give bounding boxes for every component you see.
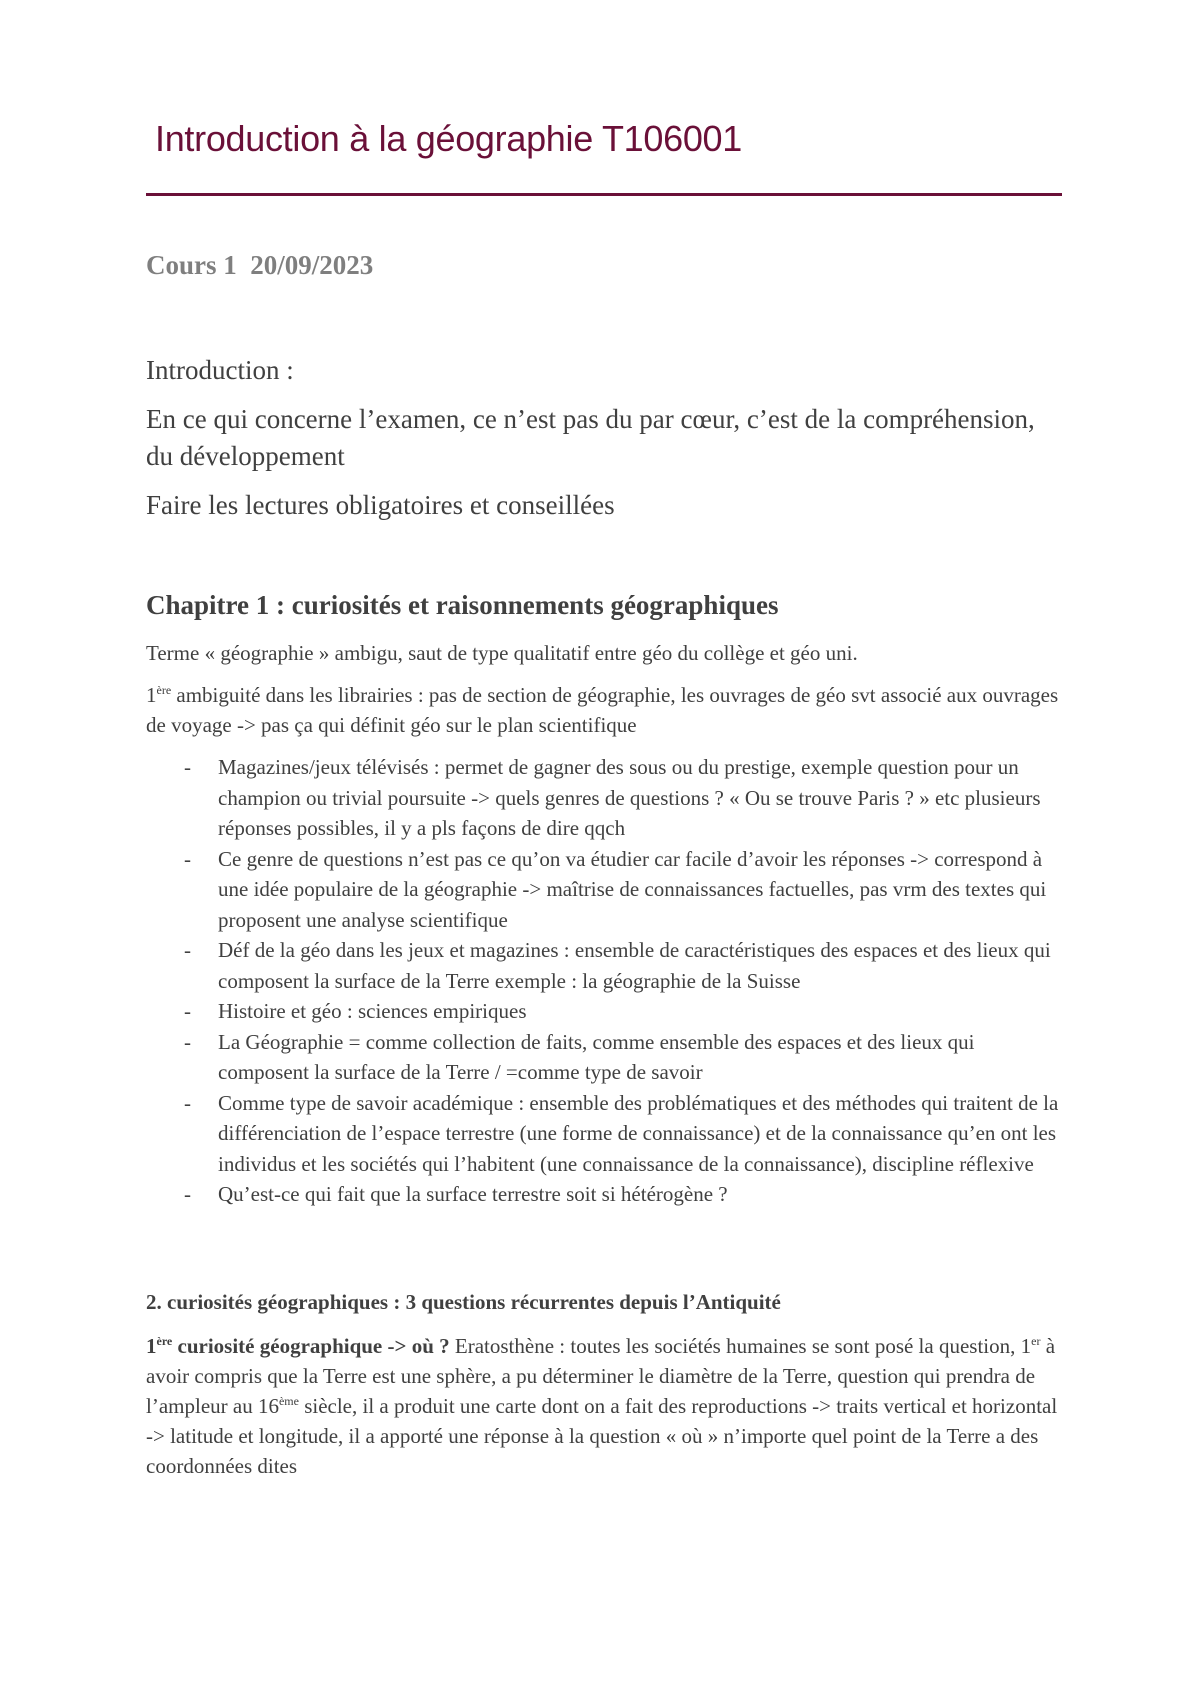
list-item <box>146 1088 1066 1180</box>
paragraph-text: Eratosthène : toutes les sociétés humaines se sont posé la question, 1 <box>449 1334 1032 1358</box>
introduction-section <box>146 352 1066 524</box>
paragraph-text: à avoir compris que la Terre est une sphère, a pu déterminer le diamètre de la Terre, question qui prendra de l’ampleur au 16 <box>146 1334 1056 1418</box>
course-date-heading: Cours 1 20/09/2023 <box>146 250 374 280</box>
bullet-dash: - <box>184 846 191 871</box>
list-item <box>146 1179 1066 1210</box>
list-item-text: Déf de la géo dans les jeux et magazines : ensemble de caractéristiques des espaces et des lieux qui composent la surface de la Terre exemple : la géographie de la Suisse <box>218 938 1051 993</box>
bold-lead-text: curiosité géographique -> où ? <box>172 1334 450 1358</box>
bullet-dash: - <box>184 755 191 779</box>
list-item-text: Magazines/jeux télévisés : permet de gagner des sous ou du prestige, exemple question pour un champion ou trivial poursuite -> quels genres de questions ? « Ou se trouve Paris ? » etc plusieurs réponses possibles, il y a pls façons de dire qqch <box>218 755 1041 840</box>
list-item <box>146 844 1066 936</box>
bullet-list <box>146 752 1066 1210</box>
ordinal-suffix: ère <box>156 683 172 697</box>
paragraph-text: siècle, il a produit une carte dont on a fait des reproductions -> traits vertical et horizontal -> latitude et longitude, il a apporté une réponse à la question « où » n’importe quel point de la Terre a des coordonnées dites <box>146 1394 1058 1478</box>
ordinal-suffix: ème <box>278 1394 299 1408</box>
introduction-heading: Introduction : <box>146 355 294 385</box>
title-underline <box>146 193 1062 196</box>
list-item <box>146 752 1066 844</box>
chapter-1-paragraph-1: Terme « géographie » ambigu, saut de type qualitatif entre géo du collège et géo uni. <box>146 641 858 665</box>
list-item <box>146 1027 1066 1088</box>
document-title: Introduction à la géographie T106001 <box>155 118 742 159</box>
ordinal-number: 1 <box>146 1334 157 1358</box>
introduction-line-readings: Faire les lectures obligatoires et conseillées <box>146 490 615 520</box>
list-item <box>146 935 1066 996</box>
ordinal-suffix: ère <box>156 1334 173 1348</box>
bullet-dash: - <box>184 1090 191 1115</box>
section-2-heading: 2. curiosités géographiques : 3 questions récurrentes depuis l’Antiquité <box>146 1290 781 1314</box>
bullet-dash: - <box>184 1182 191 1206</box>
list-item-text: Histoire et géo : sciences empiriques <box>218 999 527 1023</box>
chapter-1-paragraph-2 <box>146 680 1066 740</box>
paragraph-text: ambiguité dans les librairies : pas de section de géographie, les ouvrages de géo svt associé aux ouvrages de voyage -> pas ça qui définit géo sur le plan scientifique <box>146 683 1059 737</box>
bullet-dash: - <box>184 1029 191 1054</box>
introduction-line-exam: En ce qui concerne l’examen, ce n’est pas du par cœur, c’est de la compréhension, du développement <box>146 404 1035 471</box>
list-item-text: Qu’est-ce qui fait que la surface terrestre soit si hétérogène ? <box>218 1182 728 1206</box>
chapter-1-body <box>146 638 1066 1210</box>
bullet-dash: - <box>184 999 191 1023</box>
list-item <box>146 996 1066 1027</box>
list-item-text: La Géographie = comme collection de faits, comme ensemble des espaces et des lieux qui composent la surface de la Terre / =comme type de savoir <box>218 1029 975 1084</box>
list-item-text: Ce genre de questions n’est pas ce qu’on va étudier car facile d’avoir les réponses -> correspond à une idée populaire de la géographie -> maîtrise de connaissances factuelles, pas vrm des textes qui proposent une analyse scientifique <box>218 846 1047 932</box>
chapter-1-heading: Chapitre 1 : curiosités et raisonnements géographiques <box>146 590 779 620</box>
ordinal-suffix: er <box>1031 1334 1041 1348</box>
bullet-dash: - <box>184 938 191 962</box>
list-item-text: Comme type de savoir académique : ensemble des problématiques et des méthodes qui traitent de la différenciation de l’espace terrestre (une forme de connaissance) et de la connaissance qu’en ont les individus et les sociétés qui l’habitent (une connaissance de la connaissance), discipline réflexive <box>218 1090 1059 1176</box>
ordinal-number: 1 <box>146 683 157 707</box>
section-2-paragraph <box>146 1331 1066 1481</box>
